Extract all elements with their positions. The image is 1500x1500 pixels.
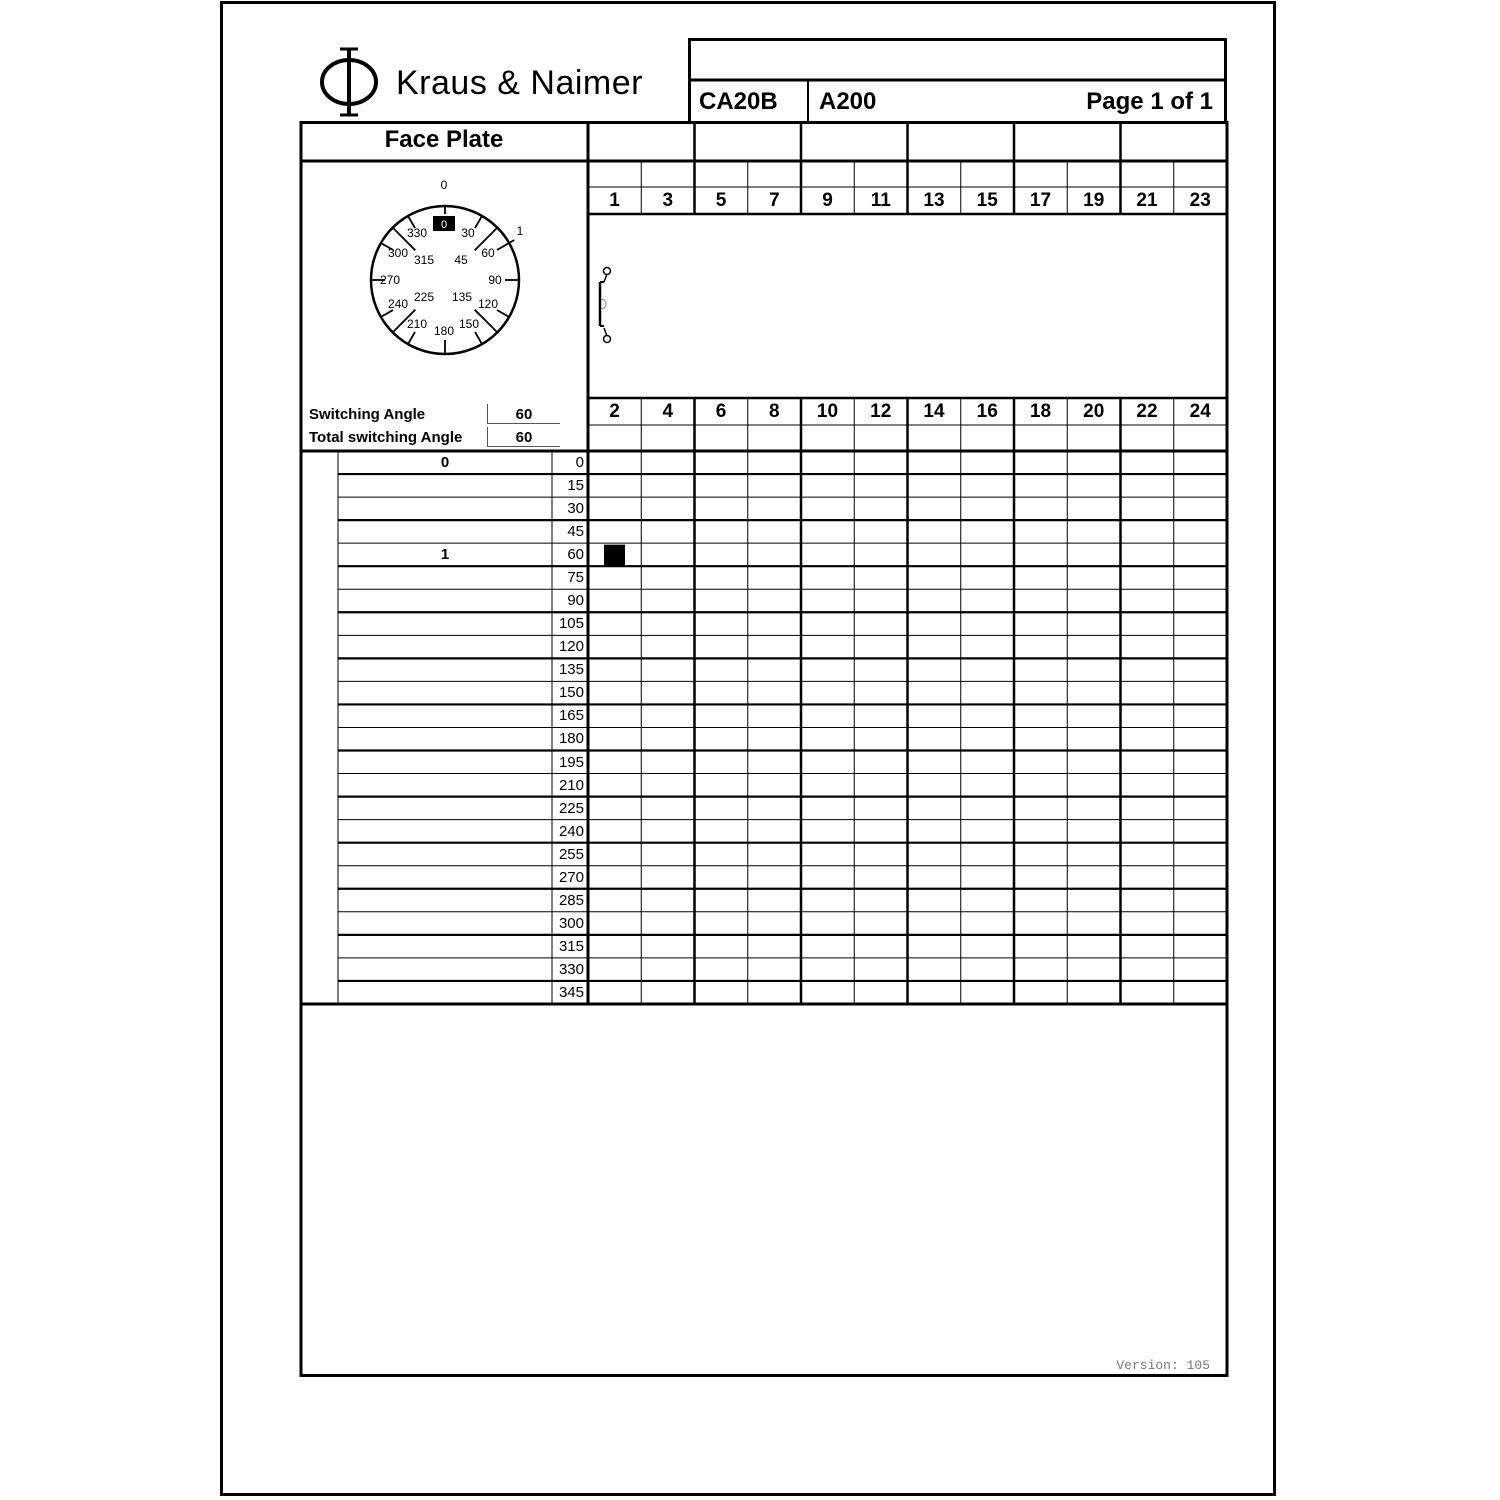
contact-symbol-icon <box>592 262 622 348</box>
row-angle: 150 <box>558 684 584 702</box>
row-angle: 45 <box>567 523 584 541</box>
terminal-number: 3 <box>662 190 674 211</box>
row-angle: 15 <box>567 477 584 495</box>
dial-tick <box>381 310 393 317</box>
switching-angle-value: 60 <box>487 404 560 424</box>
row-angle: 270 <box>558 868 584 886</box>
dial-label: 135 <box>451 290 473 304</box>
dial-tick <box>475 332 482 344</box>
total-angle-value: 60 <box>487 427 560 447</box>
dial-label: 45 <box>454 253 468 267</box>
row-angle: 165 <box>558 707 584 725</box>
terminal-number: 13 <box>923 190 945 211</box>
model-code: CA20B <box>699 88 778 115</box>
row-angle: 30 <box>567 500 584 518</box>
program-code: A200 <box>819 88 877 115</box>
row-angle: 330 <box>558 960 584 978</box>
dial-index-label: 0 <box>440 219 448 231</box>
row-angle: 180 <box>558 730 584 748</box>
face-plate-title: Face Plate <box>384 126 504 153</box>
terminal-number: 24 <box>1189 401 1211 422</box>
dial-tick <box>497 243 509 250</box>
face-plate-dial <box>360 175 540 360</box>
dial-label: 30 <box>461 226 475 240</box>
terminal-number: 5 <box>715 190 727 211</box>
dial-label: 60 <box>481 246 495 260</box>
dial-label: 150 <box>458 317 480 331</box>
row-angle: 210 <box>558 776 584 794</box>
row-angle: 75 <box>567 569 584 587</box>
terminal-number: 12 <box>870 401 892 422</box>
terminal-number: 14 <box>923 401 945 422</box>
terminal-number: 7 <box>768 190 780 211</box>
terminal-number: 10 <box>816 401 839 422</box>
dial-position-one: 1 <box>516 224 524 238</box>
terminal-number: 1 <box>609 190 620 211</box>
switching-angle-label: Switching Angle <box>309 406 426 423</box>
terminal-number: 8 <box>768 401 780 422</box>
page-indicator: Page 1 of 1 <box>1086 88 1213 115</box>
dial-top-position: 0 <box>440 178 448 192</box>
terminal-number: 2 <box>609 401 620 422</box>
terminal-number: 17 <box>1029 190 1052 211</box>
terminal-number: 22 <box>1136 401 1158 422</box>
terminal-number: 11 <box>870 190 891 211</box>
dial-label: 210 <box>406 317 428 331</box>
terminal-number: 20 <box>1083 401 1105 422</box>
terminal-number: 21 <box>1136 190 1158 211</box>
terminal-number: 23 <box>1189 190 1211 211</box>
row-angle: 315 <box>558 937 584 955</box>
terminal-number: 15 <box>976 190 998 211</box>
dial-label: 225 <box>413 290 435 304</box>
terminal-number: 19 <box>1083 190 1105 211</box>
row-angle: 240 <box>558 822 584 840</box>
row-position: 0 <box>440 454 450 471</box>
dial-tick <box>475 216 482 228</box>
dial-label: 270 <box>379 273 401 287</box>
row-angle: 60 <box>567 546 584 564</box>
brand-name: Kraus & Naimer <box>396 64 643 102</box>
terminal-number: 18 <box>1029 401 1052 422</box>
row-angle: 90 <box>567 592 584 610</box>
row-angle: 345 <box>558 983 584 1001</box>
row-angle: 105 <box>558 615 584 633</box>
dial-tick <box>408 332 415 344</box>
terminal-number: 6 <box>715 401 727 422</box>
dial-label: 300 <box>387 246 409 260</box>
row-angle: 225 <box>558 799 584 817</box>
dial-label: 120 <box>477 297 499 311</box>
version-label: Version: 105 <box>1116 1358 1210 1373</box>
dial-label: 180 <box>433 324 455 338</box>
row-angle: 255 <box>558 845 584 863</box>
terminal-number: 16 <box>976 401 998 422</box>
dial-tick <box>497 310 509 317</box>
row-angle: 120 <box>558 638 584 656</box>
dial-label: 240 <box>387 297 409 311</box>
dial-label: 315 <box>413 253 435 267</box>
row-angle: 300 <box>558 914 584 932</box>
row-angle: 285 <box>558 891 584 909</box>
closed-contact-mark <box>604 545 625 566</box>
total-angle-label: Total switching Angle <box>309 429 463 446</box>
dial-tick <box>509 240 514 243</box>
dial-label: 330 <box>406 226 428 240</box>
row-angle: 0 <box>575 454 584 471</box>
terminal-number: 4 <box>662 401 674 422</box>
dial-label: 90 <box>488 273 502 287</box>
row-angle: 195 <box>558 753 584 771</box>
terminal-number: 9 <box>822 190 833 211</box>
row-position: 1 <box>440 546 450 564</box>
row-angle: 135 <box>558 661 584 679</box>
